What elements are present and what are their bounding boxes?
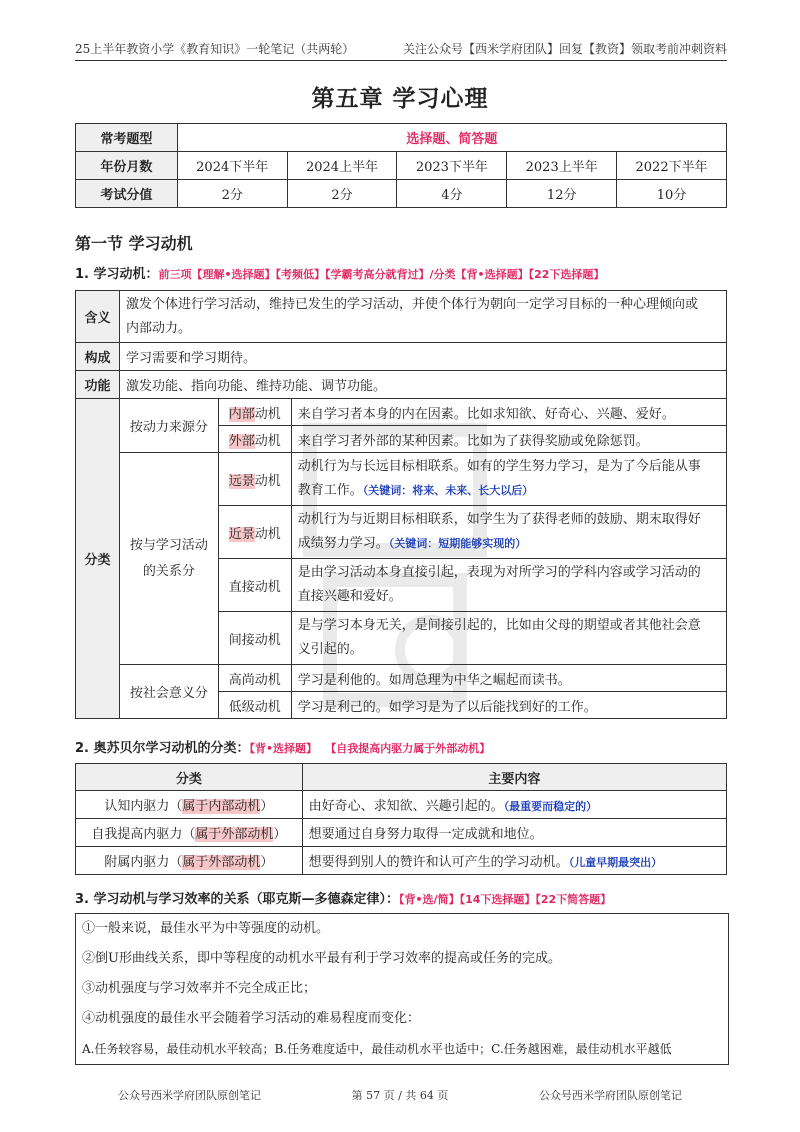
year-cell: 2024上半年 — [287, 152, 397, 180]
score-cell: 2分 — [177, 180, 287, 208]
function-label: 功能 — [76, 371, 120, 399]
desc-line — [298, 479, 720, 503]
near-motive-desc — [291, 506, 726, 559]
by-relation-line: 的关系分 — [142, 563, 195, 579]
ausubel-table — [75, 763, 727, 875]
by-relation-line: 按与学习活动 — [129, 537, 208, 553]
score-cell: 4分 — [397, 180, 507, 208]
meaning-line: 内部动力。 — [125, 320, 191, 336]
exam-info-table — [75, 123, 727, 208]
far-motive-desc — [291, 453, 726, 506]
box-line: A.任务较容易，最佳动机水平较高；B.任务难度适中，最佳动机水平也适中；C.任务越困难，最佳动机水平越低 — [82, 1042, 672, 1056]
motive-suffix: 动机 — [254, 406, 281, 422]
question-1 — [75, 263, 604, 282]
near-highlight: 近景 — [228, 526, 255, 542]
drive-name: 自我提高内驱力（ — [91, 827, 196, 842]
far-motive-label — [218, 453, 291, 506]
ausubel-row-desc — [302, 819, 726, 847]
drive-note: （儿童早期最突出） — [568, 856, 663, 869]
by-relation-label — [119, 453, 218, 665]
question-3-tag: 【背•选/简】【14下选择题】【22下简答题】 — [399, 893, 612, 906]
year-cell: 2024下半年 — [177, 152, 287, 180]
chapter-title: 第五章 学习心理 — [311, 86, 489, 112]
drive-close: ） — [260, 855, 274, 870]
drive-type-highlight: 属于外部动机 — [182, 855, 261, 870]
meaning-value — [119, 291, 726, 343]
ausubel-row-desc — [302, 847, 726, 875]
desc-line: 义引起的。 — [297, 642, 363, 657]
motive-table — [75, 290, 727, 719]
footer-left: 公众号西米学府团队原创笔记 — [118, 1089, 261, 1102]
motive-suffix: 动机 — [254, 433, 281, 449]
meaning-line: 激发个体进行学习活动，维持已发生的学习活动，并使个体行为朝向一定学习目标的一种心理倾向或 — [125, 296, 698, 312]
question-2-tag: 【自我提高内驱力属于外部动机】 — [325, 742, 491, 755]
ausubel-row-name — [76, 847, 303, 875]
drive-desc: 想要得到别人的赞许和认可产生的学习动机。 — [308, 855, 569, 870]
drive-close: ） — [260, 799, 274, 814]
desc-line: 动机行为与近期目标相联系，如学生为了获得老师的鼓励、期末取得好 — [297, 512, 701, 527]
ausubel-row-name — [76, 791, 303, 819]
question-type-value: 选择题、简答题 — [177, 124, 726, 152]
noble-motive-desc: 学习是利他的。如周总理为中华之崛起而读书。 — [291, 665, 726, 692]
noble-motive-label: 高尚动机 — [218, 665, 291, 692]
drive-type-highlight: 属于内部动机 — [182, 799, 261, 814]
far-highlight: 远景 — [228, 473, 255, 489]
desc-text: 成绩努力学习。 — [297, 536, 389, 551]
external-highlight: 外部 — [228, 433, 255, 449]
internal-motive-desc: 来自学习者本身的内在因素。比如求知欲、好奇心、兴趣、爱好。 — [291, 399, 726, 426]
question-3-label: 3. 学习动机与学习效率的关系（耶克斯—多德森定律）： — [75, 892, 400, 907]
internal-highlight: 内部 — [228, 406, 255, 422]
near-motive-label — [218, 506, 291, 559]
ausubel-row-desc — [302, 791, 726, 819]
year-cell: 2023下半年 — [397, 152, 507, 180]
yerkes-dodson-box — [75, 913, 729, 1065]
indirect-motive-desc — [291, 612, 726, 665]
compose-value: 学习需要和学习期待。 — [119, 343, 726, 371]
header-divider — [75, 60, 727, 61]
external-motive-desc: 来自学习者外部的某种因素。比如为了获得奖励或免除惩罚。 — [291, 426, 726, 453]
compose-label: 构成 — [76, 343, 120, 371]
desc-line — [298, 532, 720, 556]
ausubel-row-name — [76, 819, 303, 847]
drive-name: 附属内驱力（ — [104, 855, 183, 870]
year-label: 年份月数 — [76, 152, 178, 180]
question-2-label: 2. 奥苏贝尔学习动机的分类： — [75, 741, 250, 756]
indirect-motive-label: 间接动机 — [218, 612, 291, 665]
question-2 — [75, 737, 490, 756]
desc-line: 是与学习本身无关，是间接引起的，比如由父母的期望或者其他社会意 — [297, 618, 701, 633]
desc-line: 是由学习活动本身直接引起，表现为对所学习的学科内容或学习活动的 — [297, 565, 701, 580]
page-number: 第 57 页 / 共 64 页 — [351, 1089, 449, 1102]
desc-text: 教育工作。 — [297, 483, 363, 498]
year-cell: 2022下半年 — [617, 152, 727, 180]
motive-suffix: 动机 — [254, 473, 281, 489]
question-2-tag: 【背•选择题】 — [249, 742, 318, 755]
meaning-label: 含义 — [76, 291, 120, 343]
desc-line: 动机行为与长远目标相联系。如有的学生努力学习，是为了今后能从事 — [297, 459, 701, 474]
far-keyword: （关键词：将来、未来、长大以后） — [362, 484, 534, 497]
drive-close: ） — [273, 827, 287, 842]
score-cell: 2分 — [287, 180, 397, 208]
ausubel-head-right: 主要内容 — [302, 764, 726, 791]
low-motive-label: 低级动机 — [218, 692, 291, 719]
score-label: 考试分值 — [76, 180, 178, 208]
box-line: ①一般来说，最佳水平为中等强度的动机。 — [82, 921, 330, 936]
by-social-label: 按社会意义分 — [119, 665, 218, 719]
footer-right: 公众号西米学府团队原创笔记 — [539, 1089, 682, 1102]
question-3 — [75, 888, 611, 907]
function-value: 激发功能、指向功能、维持功能、调节功能。 — [119, 371, 726, 399]
score-cell: 12分 — [507, 180, 617, 208]
box-line: ④动机强度的最佳水平会随着学习活动的难易程度而变化： — [82, 1011, 421, 1026]
question-1-tag: 前三项【理解•选择题】【考频低】【学霸考高分就背过】/分类【背•选择题】【22下选择题】 — [158, 268, 605, 281]
near-keyword: （关键词：短期能够实现的） — [388, 537, 527, 550]
box-line: ②倒U形曲线关系，即中等程度的动机水平最有利于学习效率的提高或任务的完成。 — [82, 951, 561, 966]
drive-desc: 想要通过自身努力取得一定成就和地位。 — [308, 827, 543, 842]
drive-note: （最重要而稳定的） — [503, 800, 598, 813]
section-title: 第一节 学习动机 — [75, 234, 193, 253]
score-cell: 10分 — [617, 180, 727, 208]
question-1-label: 1. 学习动机： — [75, 267, 159, 282]
desc-line: 直接兴趣和爱好。 — [297, 589, 402, 604]
drive-name: 认知内驱力（ — [104, 799, 183, 814]
drive-type-highlight: 属于外部动机 — [195, 827, 274, 842]
header-left: 25上半年教资小学《教育知识》一轮笔记（共两轮） — [75, 42, 355, 56]
by-source-label: 按动力来源分 — [119, 399, 218, 453]
direct-motive-desc — [291, 559, 726, 612]
box-line: ③动机强度与学习效率并不完全成正比； — [82, 981, 317, 996]
motive-suffix: 动机 — [254, 526, 281, 542]
drive-desc: 由好奇心、求知欲、兴趣引起的。 — [308, 799, 504, 814]
ausubel-head-left: 分类 — [76, 764, 303, 791]
low-motive-desc: 学习是利己的。如学习是为了以后能找到好的工作。 — [291, 692, 726, 719]
external-motive-label — [218, 426, 291, 453]
classification-label: 分类 — [76, 399, 120, 719]
direct-motive-label: 直接动机 — [218, 559, 291, 612]
internal-motive-label — [218, 399, 291, 426]
year-cell: 2023上半年 — [507, 152, 617, 180]
question-type-label: 常考题型 — [76, 124, 178, 152]
header-right: 关注公众号【西米学府团队】回复【教资】领取考前冲刺资料 — [402, 42, 727, 56]
